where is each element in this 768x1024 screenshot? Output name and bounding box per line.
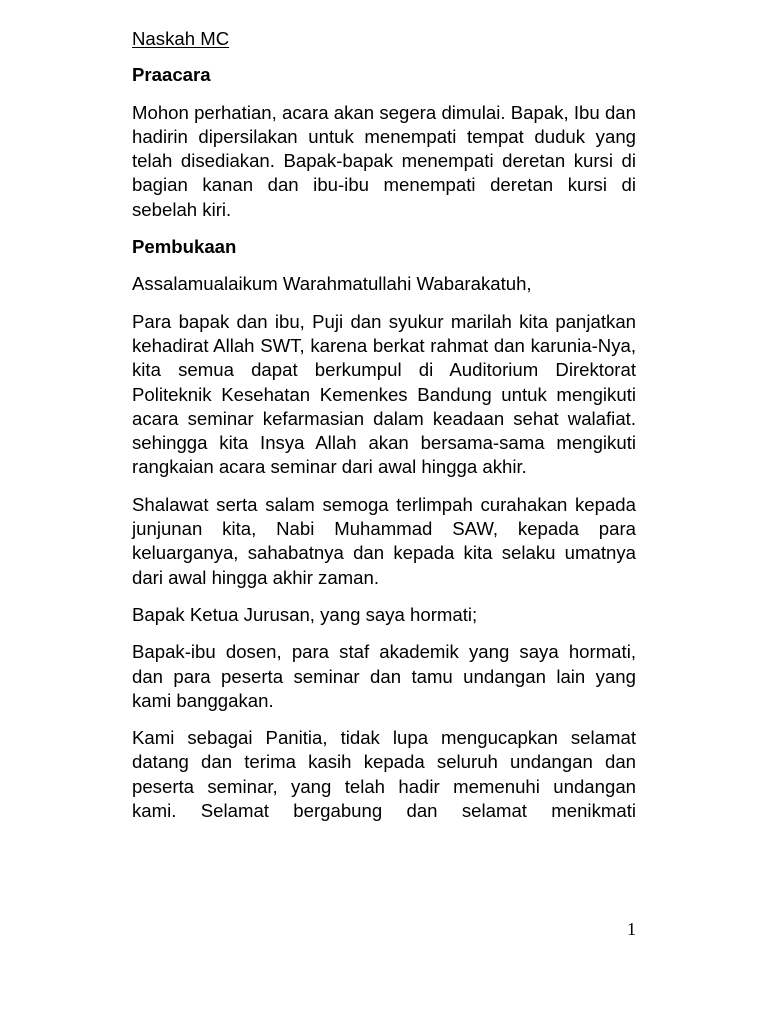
paragraph-puji-syukur: Para bapak dan ibu, Puji dan syukur marilah kita panjatkan kehadirat Allah SWT, karena berkat rahmat dan karunia-Nya, kita semua dapat berkumpul di Auditorium Direktorat Politeknik Kesehatan Kemenkes Bandung untuk mengikuti acara seminar kefarmasian dalam keadaan sehat walafiat. sehingga kita Insya Allah akan bersama-sama mengikuti rangkaian acara seminar dari awal hingga akhir.: [132, 310, 636, 478]
document-title: Naskah MC: [132, 28, 230, 49]
paragraph-ketua-jurusan: Bapak Ketua Jurusan, yang saya hormati;: [132, 603, 478, 625]
paragraph-panitia: Kami sebagai Panitia, tidak lupa mengucapkan selamat datang dan terima kasih kepada seluruh undangan dan peserta seminar, yang telah hadir memenuhi undangan kami. Selamat bergabung dan selamat menikmati: [132, 727, 636, 822]
section-heading-pembukaan: Pembukaan: [132, 236, 237, 258]
document-page: [132, 27, 636, 836]
paragraph-dosen-staf: Bapak-ibu dosen, para staf akademik yang saya hormati, dan para peserta seminar dan tamu undangan lain yang kami banggakan.: [132, 641, 636, 711]
paragraph-praacara: Mohon perhatian, acara akan segera dimulai. Bapak, Ibu dan hadirin dipersilakan untuk menempati tempat duduk yang telah disediakan. Bapak-bapak menempati deretan kursi di bagian kanan dan ibu-ibu menempati deretan kursi di sebelah kiri.: [132, 101, 636, 220]
paragraph-salam: Assalamualaikum Warahmatullahi Wabarakatuh,: [132, 273, 532, 295]
page-number: 1: [627, 919, 636, 939]
section-heading-praacara: Praacara: [132, 64, 211, 86]
paragraph-shalawat: Shalawat serta salam semoga terlimpah curahakan kepada junjunan kita, Nabi Muhammad SAW, kepada para keluarganya, sahabatnya dan kepada kita selaku umatnya dari awal hingga akhir zaman.: [132, 493, 636, 588]
